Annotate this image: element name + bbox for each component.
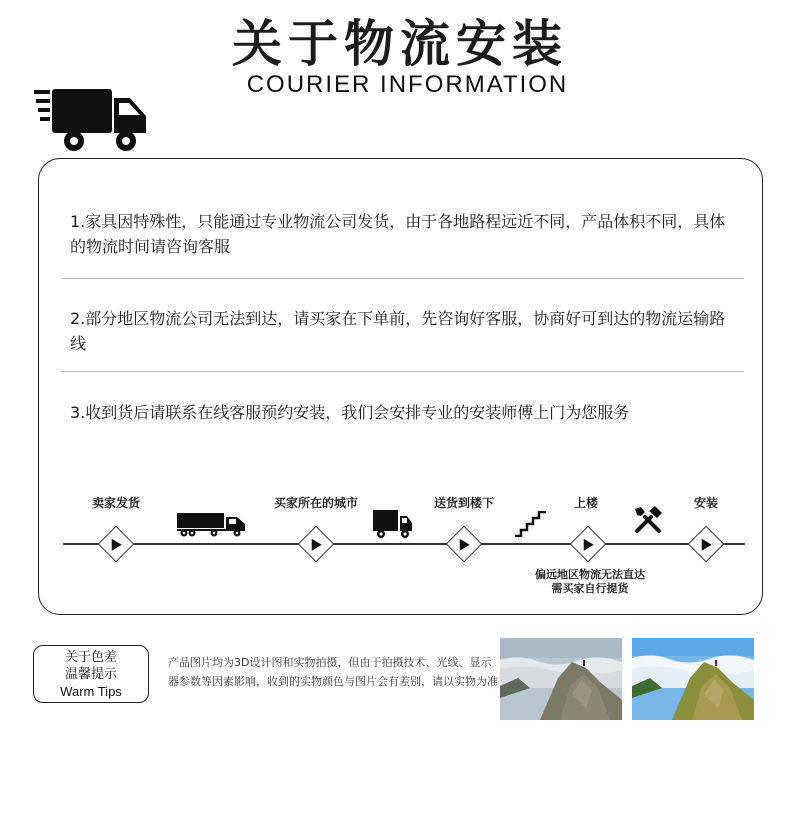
- delivery-truck-icon: [34, 86, 150, 154]
- play-icon: [312, 539, 322, 551]
- warm-tips-box: [33, 645, 149, 703]
- flow-note-line-2: 需买家自行提货: [551, 582, 629, 595]
- step-label-deliver-downstairs: 送货到楼下: [433, 496, 494, 510]
- tips-line-2: 温馨提示: [64, 667, 117, 682]
- play-icon: [460, 539, 470, 551]
- page-subtitle: COURIER INFORMATION: [246, 71, 569, 98]
- step-label-install: 安装: [693, 496, 718, 510]
- info-item-3: 3.收到货后请联系在线客服预约安装，我们会安排专业的安装师傅上门为您服务: [70, 403, 630, 422]
- landscape-photo-vivid: [632, 638, 754, 720]
- color-disclaimer: 产品图片均为3D设计图和实物拍摄，但由于拍摄技术、光线、显示器参数等因素影响，收到的实物颜色与图片会有差别，请以实物为准: [168, 656, 498, 688]
- step-label-upstairs: 上楼: [573, 496, 598, 510]
- step-label-buyer-city: 买家所在的城市: [273, 496, 358, 510]
- flow-note-line-1: 偏远地区物流无法直达: [535, 568, 645, 581]
- flow-note: [510, 568, 670, 596]
- step-label-seller-ships: 卖家发货: [91, 496, 140, 510]
- info-item-2: 2.部分地区物流公司无法到达，请买家在下单前，先咨询好客服，协商好可到达的物流运输路线: [70, 309, 726, 353]
- landscape-photo-dull: [500, 638, 622, 720]
- play-icon: [702, 539, 712, 551]
- play-icon: [584, 539, 594, 551]
- tips-line-3: Warm Tips: [60, 684, 122, 699]
- info-item-1: 1.家具因特殊性，只能通过专业物流公司发货，由于各地路程远近不同，产品体积不同，具体的物流时间请咨询客服: [70, 212, 726, 256]
- semi-truck-icon: [177, 511, 247, 537]
- divider: [61, 371, 744, 372]
- tips-line-1: 关于色差: [64, 650, 117, 665]
- page-title: 关于物流安装: [232, 15, 568, 73]
- play-icon: [112, 539, 122, 551]
- tools-icon: [633, 505, 663, 535]
- delivery-truck-icon: [373, 509, 413, 539]
- divider: [61, 278, 744, 279]
- flow-line: [63, 543, 745, 545]
- stairs-icon: [514, 511, 548, 537]
